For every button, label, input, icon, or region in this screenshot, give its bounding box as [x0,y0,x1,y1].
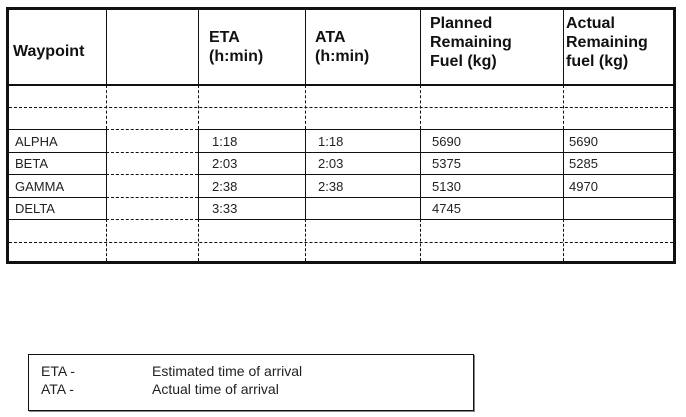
header-eta-line2: (h:min) [209,48,264,65]
col-divider [420,85,421,129]
col-divider [420,219,421,261]
cell-waypoint: BETA [15,156,48,171]
header-waypoint: Waypoint [13,43,85,60]
col-divider [563,219,564,261]
col-divider [106,219,107,261]
cell-planned-fuel: 4745 [432,201,461,216]
row-divider [9,152,106,153]
col-divider [106,129,107,219]
col-divider [563,85,564,129]
header-ata-line2: (h:min) [315,48,370,65]
row-divider [106,197,198,198]
row-divider [198,174,673,175]
header-actual-line2: Remaining [566,34,648,51]
header-actual-line1: Actual [566,15,615,32]
legend-definition: Estimated time of arrival [152,363,303,379]
col-divider [106,85,107,129]
legend-abbr: ETA - [41,363,75,379]
row-divider [9,197,106,198]
row-divider [9,129,106,130]
col-divider [198,85,199,129]
col-divider [106,10,107,85]
col-divider [563,129,564,219]
col-divider [305,129,306,219]
col-divider [420,129,421,219]
header-planned-line2: Remaining [430,34,512,51]
header-divider [9,84,673,86]
row-divider [106,152,198,153]
col-divider [198,129,199,219]
cell-ata: 2:03 [318,156,344,171]
col-divider [305,85,306,129]
row-divider [198,152,673,153]
cell-eta: 1:18 [212,134,238,149]
cell-ata: 1:18 [318,134,344,149]
col-divider [305,219,306,261]
row-divider [198,129,673,130]
cell-eta: 3:33 [212,201,238,216]
legend-abbr: ATA - [41,381,74,397]
col-divider [198,10,199,85]
col-divider [563,10,564,85]
header-eta-line1: ETA [209,29,240,46]
row-divider [9,107,673,108]
row-divider [9,219,106,220]
cell-eta: 2:38 [212,179,238,194]
row-divider [198,197,673,198]
cell-eta: 2:03 [212,156,238,171]
legend-definition: Actual time of arrival [152,381,279,397]
cell-waypoint: ALPHA [15,134,58,149]
col-divider [305,10,306,85]
cell-planned-fuel: 5375 [432,156,461,171]
cell-waypoint: GAMMA [15,179,65,194]
row-divider [106,219,198,220]
row-divider [106,174,198,175]
cell-planned-fuel: 5690 [432,134,461,149]
col-divider [198,219,199,261]
cell-ata: 2:38 [318,179,344,194]
row-divider [9,174,106,175]
row-divider [9,242,673,243]
col-divider [420,10,421,85]
header-planned-line3: Fuel (kg) [430,53,497,70]
cell-actual-fuel: 4970 [569,179,598,194]
cell-actual-fuel: 5690 [569,134,598,149]
header-ata-line1: ATA [315,29,346,46]
header-actual-line3: fuel (kg) [566,53,629,70]
row-divider [106,129,198,130]
cell-waypoint: DELTA [15,201,55,216]
abbreviation-legend [28,354,474,411]
row-divider [198,219,673,220]
header-planned-line1: Planned [430,15,493,32]
cell-planned-fuel: 5130 [432,179,461,194]
waypoint-fuel-table [6,7,676,264]
cell-actual-fuel: 5285 [569,156,598,171]
